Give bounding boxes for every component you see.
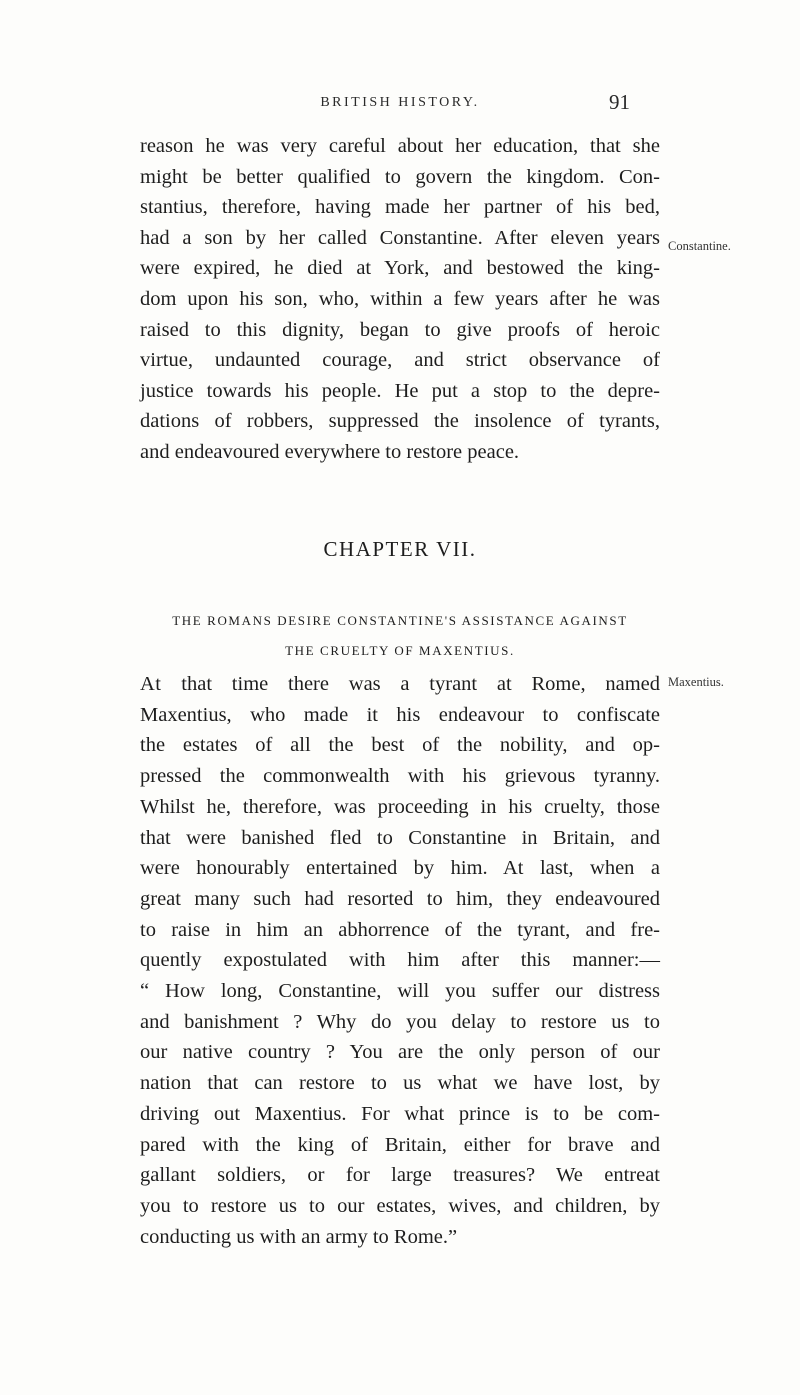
text-line: might be better qualified to govern the kingdom. Con-: [140, 165, 660, 188]
text-line: pressed the commonwealth with his grievous tyranny.: [140, 765, 660, 788]
text-line: dations of robbers, suppressed the insolence of tyrants,: [140, 410, 660, 433]
text-line: that were banished fled to Constantine in Britain, and: [140, 826, 660, 849]
running-head: BRITISH HISTORY.: [320, 95, 480, 110]
text-line: were expired, he died at York, and bestowed the king-: [140, 257, 660, 280]
text-line: you to restore us to our estates, wives, and children, by: [140, 1194, 660, 1217]
text-line: the estates of all the best of the nobility, and op-: [140, 734, 660, 757]
text-line: had a son by her called Constantine. After eleven years: [140, 226, 660, 249]
text-line: “ How long, Constantine, will you suffer our distress: [140, 980, 660, 1003]
text-line: [140, 669, 660, 700]
text-line: to raise in him an abhorrence of the tyrant, and fre-: [140, 918, 660, 941]
text-line: virtue, undaunted courage, and strict observance of: [140, 349, 660, 372]
text-line: stantius, therefore, having made her partner of his bed,: [140, 196, 660, 219]
text-line: conducting us with an army to Rome.”: [140, 1225, 458, 1248]
text-line: raised to this dignity, began to give proofs of heroic: [140, 318, 660, 341]
text-line: gallant soldiers, or for large treasures? We entreat: [140, 1164, 660, 1187]
paragraph-1: [140, 131, 660, 468]
text-line: and endeavoured everywhere to restore peace.: [140, 440, 520, 463]
chapter-summary: [140, 606, 660, 666]
text-line: Maxentius, who made it his endeavour to confiscate: [140, 703, 660, 726]
opening-word: At: [140, 673, 162, 695]
chapter-heading: CHAPTER VII.: [323, 537, 477, 561]
text-line: dom upon his son, who, within a few years after he was: [140, 287, 660, 310]
text-line: justice towards his people. He put a stop to the depre-: [140, 379, 660, 402]
text-line: Whilst he, therefore, was proceeding in his cruelty, those: [140, 795, 660, 818]
text-line: nation that can restore to us what we have lost, by: [140, 1072, 660, 1095]
text-line: pared with the king of Britain, either for brave and: [140, 1133, 660, 1156]
chapter-summary-line: THE ROMANS DESIRE CONSTANTINE'S ASSISTANCE AGAINST: [172, 613, 628, 628]
margin-note-constantine: Constantine.: [668, 239, 731, 253]
text-line-rest: that time there was a tyrant at Rome, named: [161, 673, 660, 695]
text-line: driving out Maxentius. For what prince is to be com-: [140, 1102, 660, 1125]
text-line: were honourably entertained by him. At last, when a: [140, 857, 660, 880]
text-line: great many such had resorted to him, they endeavoured: [140, 887, 660, 910]
chapter-body: [140, 669, 660, 1252]
text-line: and banishment ? Why do you delay to restore us to: [140, 1010, 660, 1033]
text-line: our native country ? You are the only person of our: [140, 1041, 660, 1064]
text-line: quently expostulated with him after this manner:—: [140, 949, 660, 972]
margin-note-maxentius: Maxentius.: [668, 675, 724, 689]
page-number: 91: [609, 90, 630, 114]
text-line: reason he was very careful about her education, that she: [140, 135, 660, 157]
chapter-summary-line: THE CRUELTY OF MAXENTIUS.: [285, 643, 515, 658]
